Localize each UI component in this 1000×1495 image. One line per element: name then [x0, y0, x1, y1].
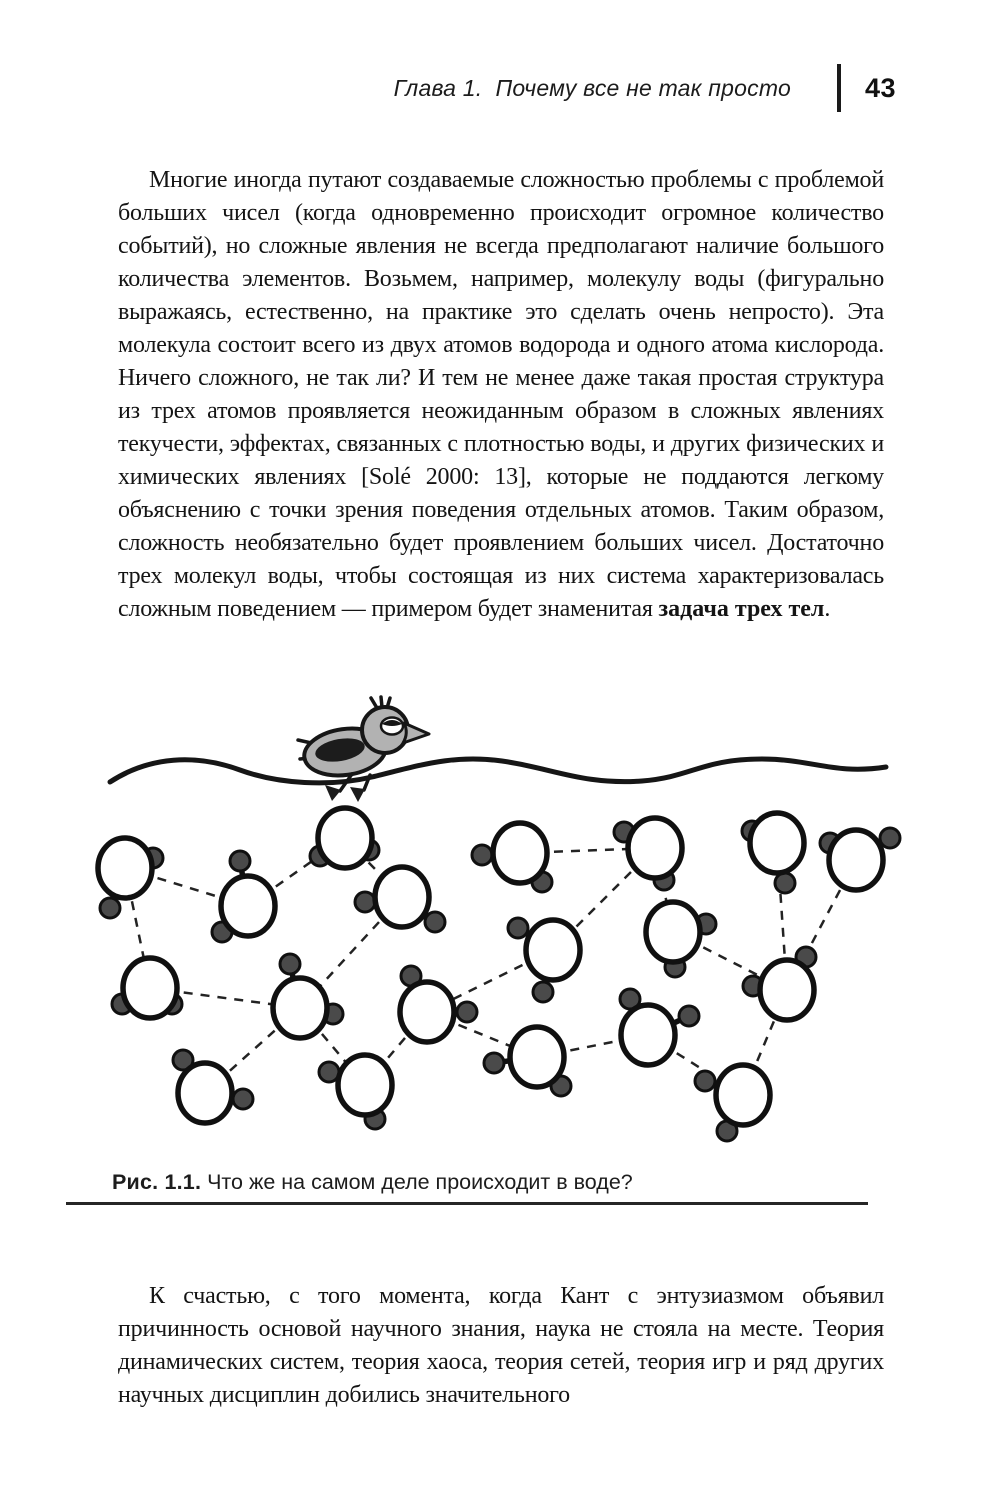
water-molecule	[743, 947, 816, 1020]
water-molecule	[472, 823, 552, 892]
hydrogen-atom	[230, 851, 250, 871]
header-divider-bar	[837, 64, 841, 112]
water-molecule	[695, 1065, 770, 1141]
hydrogen-atom	[233, 1089, 253, 1109]
water-molecule	[820, 828, 900, 890]
water-molecule	[400, 966, 477, 1042]
paragraph-period: .	[824, 596, 831, 622]
oxygen-atom	[178, 1063, 232, 1123]
oxygen-atom	[646, 902, 700, 962]
duck-beak	[403, 723, 429, 743]
running-header	[394, 64, 896, 112]
duck-foot-right	[350, 787, 365, 802]
page-number: 43	[864, 72, 896, 103]
paragraph-complexity	[118, 164, 884, 626]
paragraph-kant: К счастью, с того момента, когда Кант с энтузиазмом объявил причинность основой научного знания, наука не стояла на месте. Теория динамических систем, теория хаоса, теория сетей, теория игр и ряд других научных дисциплин добились значительного	[118, 1283, 884, 1408]
duck-illustration	[298, 697, 429, 802]
hydrogen-atom	[533, 982, 553, 1002]
hydrogen-atom	[679, 1006, 699, 1026]
hydrogen-atom	[880, 828, 900, 848]
water-molecule	[112, 958, 182, 1018]
oxygen-atom	[510, 1027, 564, 1087]
water-molecule	[273, 954, 343, 1038]
oxygen-atom	[750, 813, 804, 873]
hydrogen-atom	[484, 1053, 504, 1073]
oxygen-atom	[716, 1065, 770, 1125]
oxygen-atom	[400, 982, 454, 1042]
oxygen-atom	[621, 1005, 675, 1065]
oxygen-atom	[318, 808, 372, 868]
hydrogen-atom	[775, 873, 795, 893]
oxygen-atom	[338, 1055, 392, 1115]
hydrogen-atom	[695, 1071, 715, 1091]
water-molecule	[620, 989, 699, 1065]
figure-caption-text: Что же на самом деле происходит в воде?	[201, 1170, 633, 1194]
oxygen-atom	[98, 838, 152, 898]
hydrogen-atom	[472, 845, 492, 865]
oxygen-atom	[760, 960, 814, 1020]
hydrogen-atom	[355, 892, 375, 912]
oxygen-atom	[123, 958, 177, 1018]
water-molecule	[98, 838, 163, 918]
oxygen-atom	[526, 920, 580, 980]
water-molecule	[484, 1027, 571, 1096]
water-molecule	[310, 808, 379, 868]
water-molecule	[355, 867, 445, 932]
water-molecule	[742, 813, 804, 893]
duck-foot-left	[325, 785, 341, 801]
hydrogen-atom	[508, 918, 528, 938]
water-molecule	[212, 851, 275, 942]
hydrogen-atom	[457, 1002, 477, 1022]
figure-illustration	[0, 690, 1000, 1170]
hydrogen-atom	[100, 898, 120, 918]
oxygen-atom	[628, 818, 682, 878]
water-molecule	[508, 918, 580, 1002]
paragraph-text: Многие иногда путают создаваемые сложностью проблемы с проблемой больших чисел (когда одновременно происходит огромное количество событий), но сложные явления не всегда предполагают наличие большого количества элементов. Возьмем, например, молекулу воды (фигурально выражаясь, естественно, на практике это сделать очень непросто). Эта молекула состоит всего из двух атомов водорода и одного атома кислорода. Ничего сложного, не так ли? И тем не менее даже такая простая структура из трех атомов проявляется неожиданным образом в сложных явлениях текучести, эффектах, связанных с плотностью воды, и других физических и химических явлениях [Solé 2000: 13], которые не поддаются легкому объяснению с точки зрения поведения отдельных атомов. Таким образом, сложность необязательно будет проявлением больших чисел. Достаточно трех молекул воды, чтобы состоящая из них система характеризовалась сложным поведением — примером будет знаменитая	[118, 167, 884, 622]
oxygen-atom	[221, 876, 275, 936]
figure-caption-label: Рис. 1.1.	[112, 1170, 202, 1194]
caption-rule	[66, 1202, 868, 1205]
bold-term-three-body-problem: задача трех тел	[658, 596, 825, 622]
chapter-title: Глава 1. Почему все не так просто	[393, 74, 791, 101]
hydrogen-atom	[425, 912, 445, 932]
hydrogen-atom	[280, 954, 300, 974]
water-molecule	[173, 1050, 253, 1123]
oxygen-atom	[829, 830, 883, 890]
water-molecule	[319, 1055, 392, 1129]
molecule-layer	[98, 808, 900, 1141]
water-molecule	[614, 818, 682, 890]
oxygen-atom	[375, 867, 429, 927]
oxygen-atom	[493, 823, 547, 883]
oxygen-atom	[273, 978, 327, 1038]
water-surface-line	[110, 759, 886, 783]
figure-caption	[112, 1170, 892, 1195]
water-molecule	[646, 902, 716, 977]
